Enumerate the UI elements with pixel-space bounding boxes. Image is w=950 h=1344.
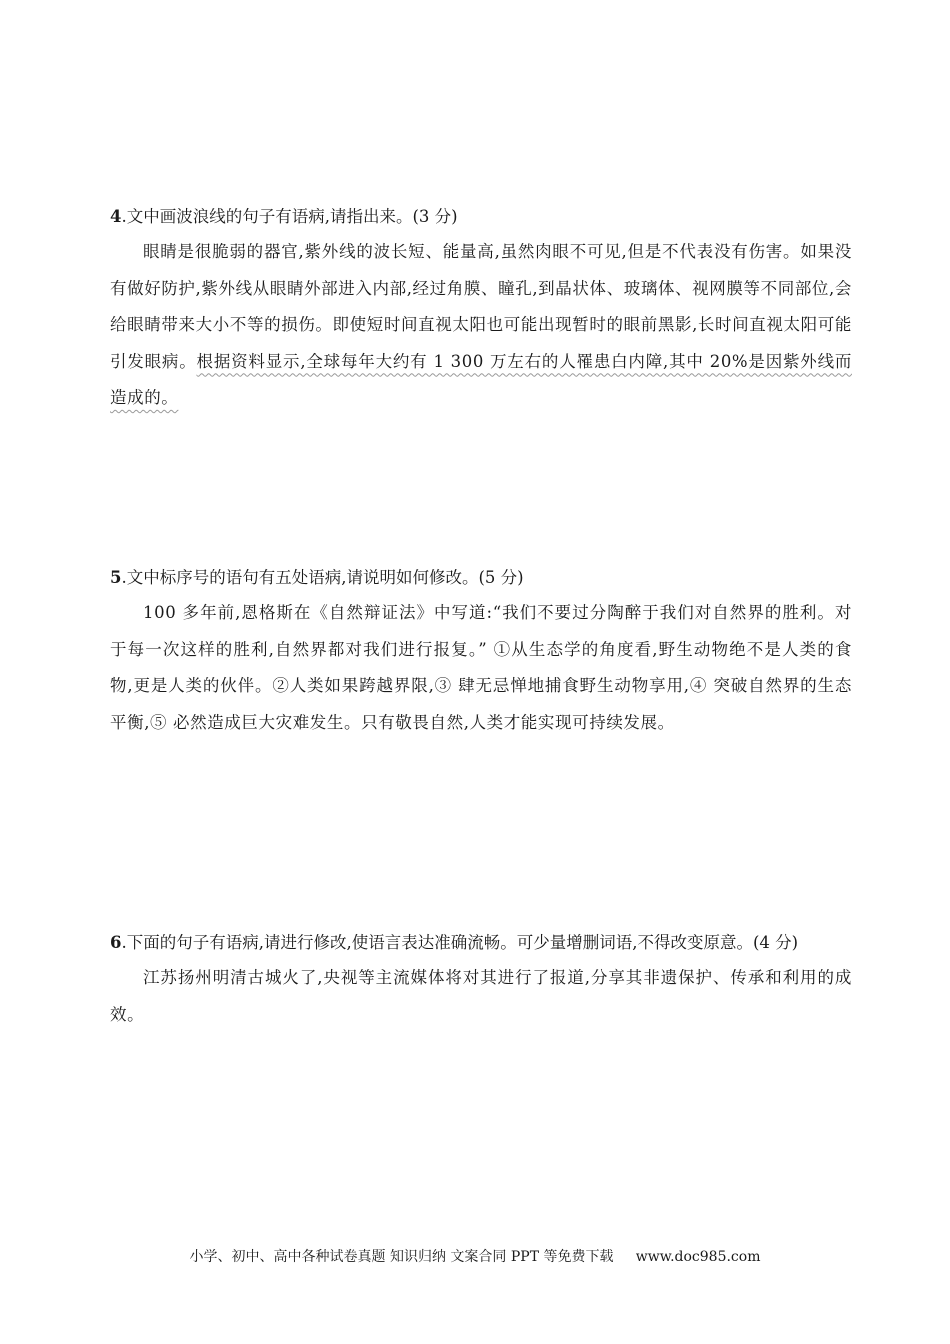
question-4-number: 4 xyxy=(110,207,122,226)
question-6-title-text: .下面的句子有语病,请进行修改,使语言表达准确流畅。可少量增删词语,不得改变原意。(4 分) xyxy=(121,933,799,952)
question-4-passage xyxy=(110,234,852,417)
question-4-title-text: .文中画波浪线的句子有语病,请指出来。(3 分) xyxy=(121,207,458,226)
wavy-underlined-sentence: 根据资料显示,全球每年大约有 1 300 万左右的人罹患白内障,其中 20%是因紫外线而造成的。 xyxy=(110,351,852,407)
question-4-title xyxy=(110,200,852,234)
question-5-title-text: .文中标序号的语句有五处语病,请说明如何修改。(5 分) xyxy=(121,568,524,587)
question-6 xyxy=(110,926,852,1033)
footer-text: 小学、初中、高中各种试卷真题 知识归纳 文案合同 PPT 等免费下载 xyxy=(189,1249,614,1265)
footer-url[interactable]: www.doc985.com xyxy=(635,1249,761,1265)
page-footer xyxy=(0,1246,950,1266)
question-5-number: 5 xyxy=(110,568,122,587)
question-5 xyxy=(110,561,852,741)
question-4 xyxy=(110,200,852,417)
question-6-number: 6 xyxy=(110,933,122,952)
question-5-passage: 100 多年前,恩格斯在《自然辩证法》中写道:“我们不要过分陶醉于我们对自然界的胜利。对于每一次这样的胜利,自然界都对我们进行报复。” ①从生态学的角度看,野生动物绝不是人类的食物,更是人类的伙伴。②人类如果跨越界限,③ 肆无忌惮地捕食野生动物享用,④ 突破自然界的生态平衡,⑤ 必然造成巨大灾难发生。只有敬畏自然,人类才能实现可持续发展。 xyxy=(110,603,852,732)
question-4-passage-text: 眼睛是很脆弱的器官,紫外线的波长短、能量高,虽然肉眼不可见,但是不代表没有伤害。如果没有做好防护,紫外线从眼睛外部进入内部,经过角膜、瞳孔,到晶状体、玻璃体、视网膜等不同部位,会给眼睛带来大小不等的损伤。即使短时间直视太阳也可能出现暂时的眼前黑影,长时间直视太阳可能引发眼病。 xyxy=(110,242,852,371)
question-5-title xyxy=(110,561,852,595)
question-6-passage: 江苏扬州明清古城火了,央视等主流媒体将对其进行了报道,分享其非遗保护、传承和利用的成效。 xyxy=(110,968,852,1024)
question-6-title xyxy=(110,926,852,960)
